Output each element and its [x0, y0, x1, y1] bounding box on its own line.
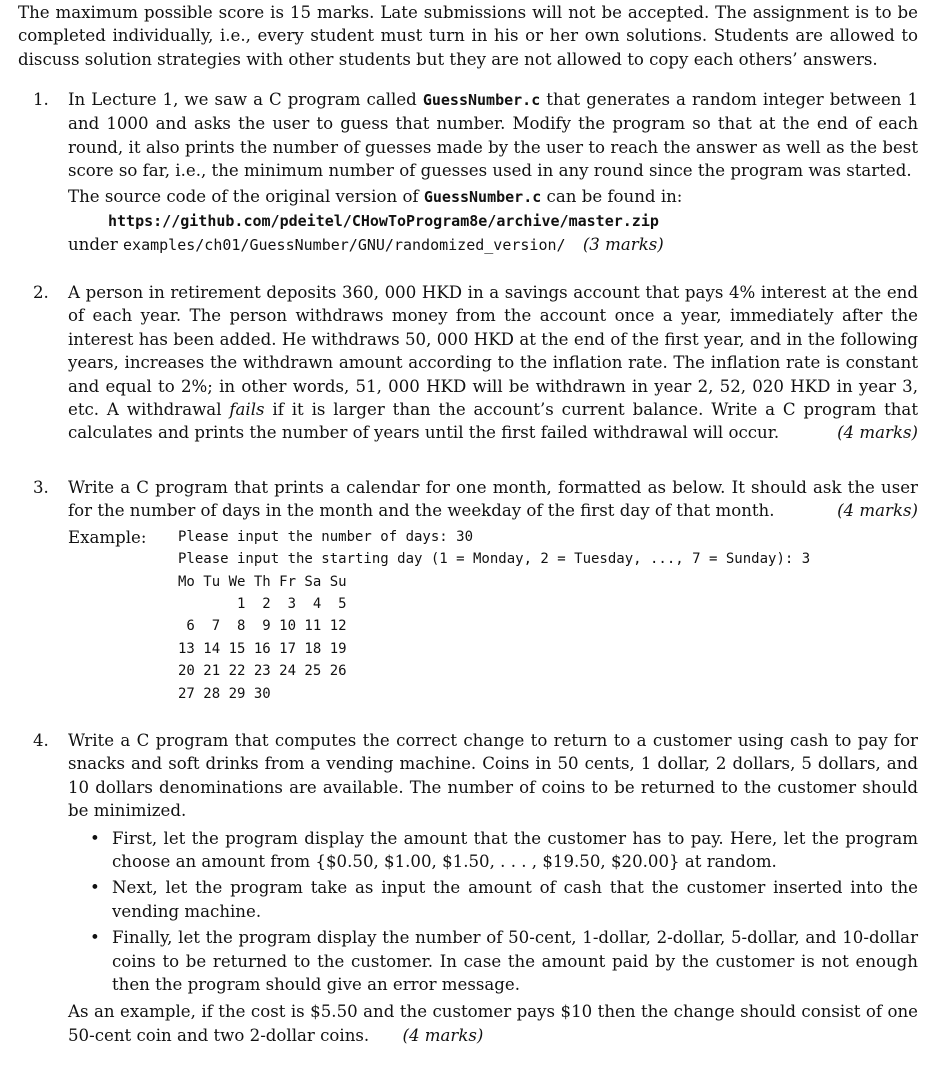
list-item [88, 876, 918, 923]
path-code: examples/ch01/GuessNumber/GNU/randomized_version/ [123, 236, 566, 255]
question-text: that generates a random integer between 1 and 1000 and asks the user to guess that number. Modify the program so that at the end of each round, it also prints the number of guesses made by the user to reach the answer as well as the best score so far, i.e., the minimum number of guesses used in any round since the program was started. [68, 90, 919, 181]
bullet-icon: • [90, 878, 100, 898]
question-1 [33, 88, 918, 258]
example-output [178, 526, 810, 705]
question-text: if it is larger than the account’s current balance. Write a C program that calculates and prints the number of years until the first failed withdrawal will occur. [68, 400, 918, 443]
path-line [68, 233, 918, 257]
source-url[interactable]: https://github.com/pdeitel/CHowToProgram8e/archive/master.zip [108, 212, 659, 231]
question-number: 3. [33, 478, 49, 497]
marks-label: (4 marks) [837, 423, 918, 443]
question-number: 1. [33, 90, 49, 109]
question-text: In Lecture 1, we saw a C program called [68, 90, 417, 109]
question-2-text [68, 281, 918, 445]
question-number: 2. [33, 283, 49, 302]
question-3 [33, 476, 918, 705]
bullet-icon: • [90, 928, 100, 948]
output-line: Please input the starting day (1 = Monday, 2 = Tuesday, ..., 7 = Sunday): 3 [178, 551, 811, 568]
calendar-week: 6 7 8 9 10 11 12 [178, 618, 347, 635]
source-line [68, 185, 918, 209]
output-line: Please input the number of days: 30 [178, 528, 474, 545]
question-4 [33, 729, 918, 1047]
marks-label: (4 marks) [402, 1025, 484, 1045]
source-text: can be found in: [546, 186, 683, 206]
bullet-text: Finally, let the program display the number of 50-cent, 1-dollar, 2-dollar, 5-dollar, and 10-dollar coins to be returned to the customer. In case the amount paid by the customer is not enough then the program should give an error message. [112, 928, 918, 995]
bullet-text: First, let the program display the amount that the customer has to pay. Here, let the program choose an amount from {$0.50, $1.00, $1.50, . . . , $19.50, $20.00} at random. [112, 828, 918, 872]
bullet-icon: • [90, 828, 100, 848]
closing-text: As an example, if the cost is $5.50 and the customer pays $10 then the change should consist of one 50-cent coin and two 2-dollar coins. [68, 1002, 918, 1045]
marks-label: (4 marks) [837, 501, 918, 521]
question-text: Write a C program that prints a calendar for one month, formatted as below. It should ask the user for the number of days in the month and the weekday of the first day of that month. [68, 478, 918, 521]
question-3-text [68, 476, 918, 523]
question-1-text [68, 88, 918, 183]
filename-code: GuessNumber.c [423, 187, 542, 206]
question-number: 4. [33, 731, 49, 750]
question-text: A person in retirement deposits 360, 000 HKD in a savings account that pays 4% interest at the end of each year. The person withdraws money from the account once a year, immediately after the interest has been added. He withdraws 50, 000 HKD at the end of the first year, and in the following years, increases the withdrawn amount according to the inflation rate. The inflation rate is constant and equal to 2%; in other words, 51, 000 HKD will be withdrawn in year 2, 52, 020 HKD in year 3, etc. A withdrawal [68, 283, 918, 420]
calendar-week: 13 14 15 16 17 18 19 [178, 640, 347, 657]
example-block [68, 526, 918, 705]
filename-code: GuessNumber.c [422, 91, 541, 109]
question-4-text: Write a C program that computes the correct change to return to a customer using cash to pay for snacks and soft drinks from a vending machine. Coins in 50 cents, 1 dollar, 2 dollars, 5 dollars, and 10 dollars denominations are available. The number of coins to be returned to the customer should be minimized. [68, 731, 918, 821]
bullet-text: Next, let the program take as input the amount of cash that the customer inserted into the vending machine. [112, 878, 918, 921]
fails-emphasis: fails [229, 400, 265, 420]
source-url-line [68, 209, 918, 233]
question-2 [33, 281, 918, 445]
list-item [88, 926, 918, 996]
calendar-week: 1 2 3 4 5 [178, 596, 347, 613]
calendar-week: 20 21 22 23 24 25 26 [178, 663, 347, 680]
calendar-week: 27 28 29 30 [178, 685, 271, 702]
closing-example [68, 1000, 918, 1047]
source-text: The source code of the original version of [68, 186, 419, 206]
bullet-list [68, 827, 918, 997]
list-item [88, 827, 918, 874]
marks-label: (3 marks) [582, 235, 664, 255]
under-label: under [68, 235, 118, 255]
example-label: Example: [68, 527, 147, 547]
calendar-header: Mo Tu We Th Fr Sa Su [178, 573, 347, 590]
intro-paragraph: The maximum possible score is 15 marks. Late submissions will not be accepted. The assignment is to be completed individually, i.e., every student must turn in his or her own solutions. Students are allowed to discuss solution strategies with other students but they are not allowed to copy each others’ answers. [18, 3, 918, 69]
